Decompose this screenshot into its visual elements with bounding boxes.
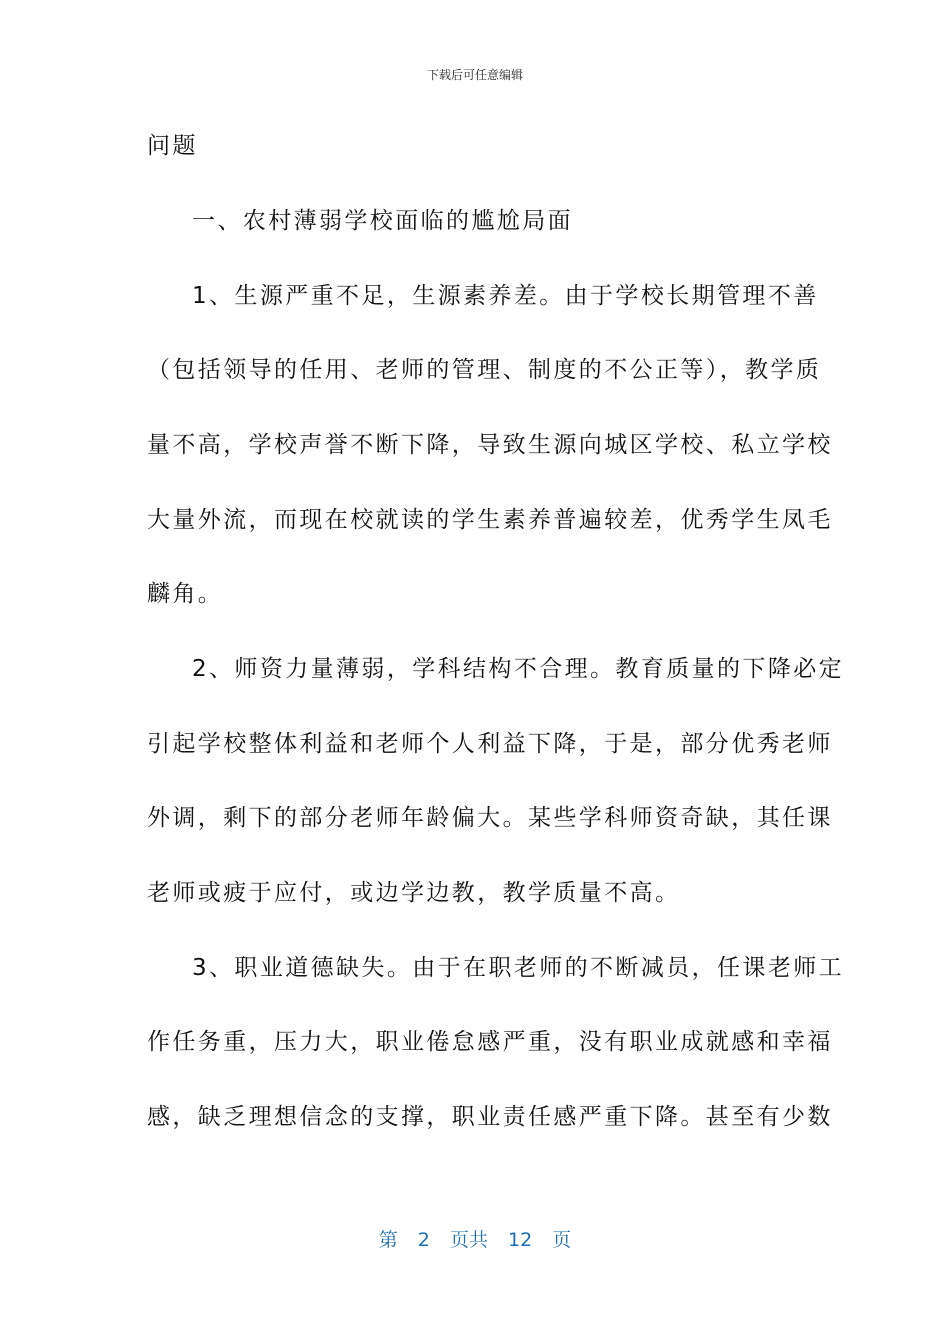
footer-suffix: 页	[552, 1229, 572, 1251]
page-footer	[0, 1225, 950, 1252]
text-line: 问题	[147, 133, 198, 159]
text-line: 感，缺乏理想信念的支撑，职业责任感严重下降。甚至有少数	[147, 1104, 833, 1130]
text-line: （包括领导的任用、老师的管理、制度的不公正等），教学质	[147, 357, 822, 383]
footer-prefix: 第	[378, 1229, 398, 1251]
text-line: 老师或疲于应付，或边学边教，教学质量不高。	[147, 880, 681, 906]
text-line: 量不高，学校声誉不断下降，导致生源向城区学校、私立学校	[147, 432, 833, 458]
text-line: 1、生源严重不足，生源素养差。由于学校长期管理不善	[192, 283, 819, 309]
text-line: 2、师资力量薄弱，学科结构不合理。教育质量的下降必定	[192, 656, 845, 682]
text-line: 作任务重，压力大，职业倦怠感严重，没有职业成就感和幸福	[147, 1029, 833, 1055]
text-line: 外调，剩下的部分老师年龄偏大。某些学科师资奇缺，其任课	[147, 805, 833, 831]
section-heading: 一、农村薄弱学校面临的尴尬局面	[192, 208, 573, 234]
page-header: 下载后可任意编辑	[426, 68, 523, 82]
footer-current-page: 2	[417, 1229, 430, 1251]
footer-middle: 页共	[449, 1229, 488, 1251]
footer-total-pages: 12	[508, 1229, 533, 1251]
text-line: 3、职业道德缺失。由于在职老师的不断减员，任课老师工	[192, 955, 845, 981]
text-line: 大量外流，而现在校就读的学生素养普遍较差，优秀学生凤毛	[147, 507, 833, 533]
text-line: 麟角。	[147, 581, 224, 607]
text-line: 引起学校整体利益和老师个人利益下降，于是，部分优秀老师	[147, 731, 833, 757]
